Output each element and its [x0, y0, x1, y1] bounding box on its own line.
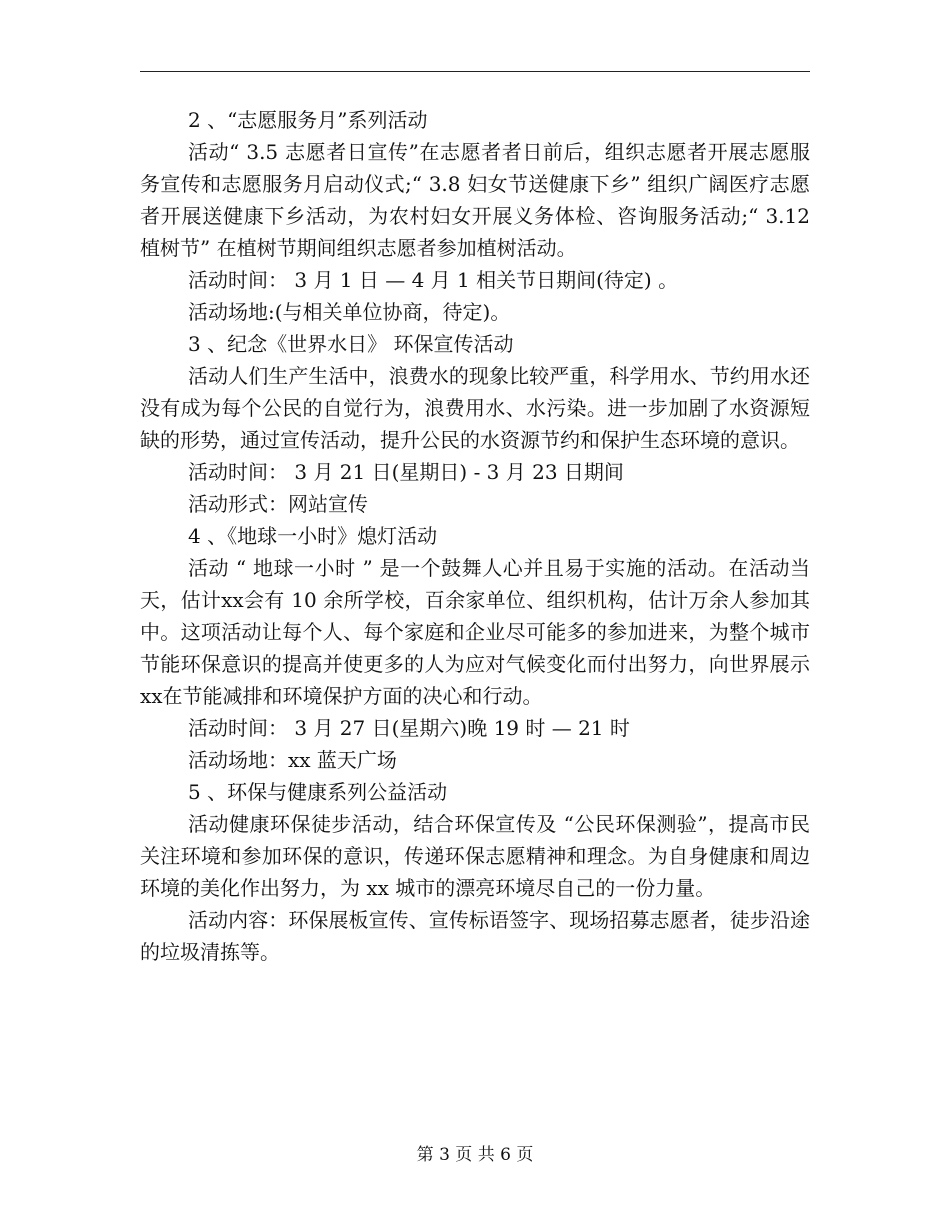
paragraph: 活动“ 3.5 志愿者日宣传”在志愿者者日前后，组织志愿者开展志愿服务宣传和志愿服务月启动仪式;“ 3.8 妇女节送健康下乡” 组织广阔医疗志愿者开展送健康下乡活动，为农村妇女开展义务体检、咨询服务活动;“ 3.12 植树节” 在植树节期间组织志愿者参加植树活动。	[140, 140, 810, 260]
paragraph: 活动时间： 3 月 27 日(星期六)晚 19 时 — 21 时	[188, 716, 630, 740]
paragraph: 活动时间： 3 月 1 日 — 4 月 1 相关节日期间(待定) 。	[188, 268, 679, 292]
section-heading-volunteer-month: 2 、“志愿服务月”系列活动	[188, 108, 428, 132]
page-number: 第 3 页 共 6 页	[416, 1145, 534, 1165]
document-body	[140, 104, 810, 968]
section-heading-health-campaign: 5 、环保与健康系列公益活动	[188, 780, 448, 804]
paragraph: 活动人们生产生活中，浪费水的现象比较严重，科学用水、节约用水还没有成为每个公民的自觉行为，浪费用水、水污染。进一步加剧了水资源短缺的形势，通过宣传活动，提升公民的水资源节约和保护生态环境的意识。	[140, 364, 810, 452]
paragraph: 活动时间： 3 月 21 日(星期日) - 3 月 23 日期间	[188, 460, 624, 484]
paragraph: 活动场地:(与相关单位协商，待定)。	[188, 300, 511, 324]
paragraph: 活动健康环保徒步活动，结合环保宣传及 “公民环保测验”，提高市民关注环境和参加环保的意识，传递环保志愿精神和理念。为自身健康和周边环境的美化作出努力，为 xx 城市的漂亮环境尽自己的一份力量。	[140, 812, 810, 900]
paragraph: 活动形式：网站宣传	[188, 492, 368, 516]
header-rule	[140, 71, 810, 72]
paragraph: 活动内容：环保展板宣传、宣传标语签字、现场招募志愿者，徒步沿途的垃圾清拣等。	[140, 908, 810, 964]
section-heading-earth-hour: 4 、《地球一小时》熄灯活动	[188, 524, 438, 548]
section-heading-world-water-day: 3 、纪念《世界水日》 环保宣传活动	[188, 332, 514, 356]
paragraph: 活动场地：xx 蓝天广场	[188, 748, 397, 772]
paragraph: 活动 “ 地球一小时 ” 是一个鼓舞人心并且易于实施的活动。在活动当天，估计xx会有 10 余所学校，百余家单位、组织机构，估计万余人参加其中。这项活动让每个人、每个家庭和企业尽可能多的参加进来，为整个城市节能环保意识的提高并使更多的人为应对气候变化而付出努力，向世界展示xx在节能减排和环境保护方面的决心和行动。	[140, 556, 810, 708]
